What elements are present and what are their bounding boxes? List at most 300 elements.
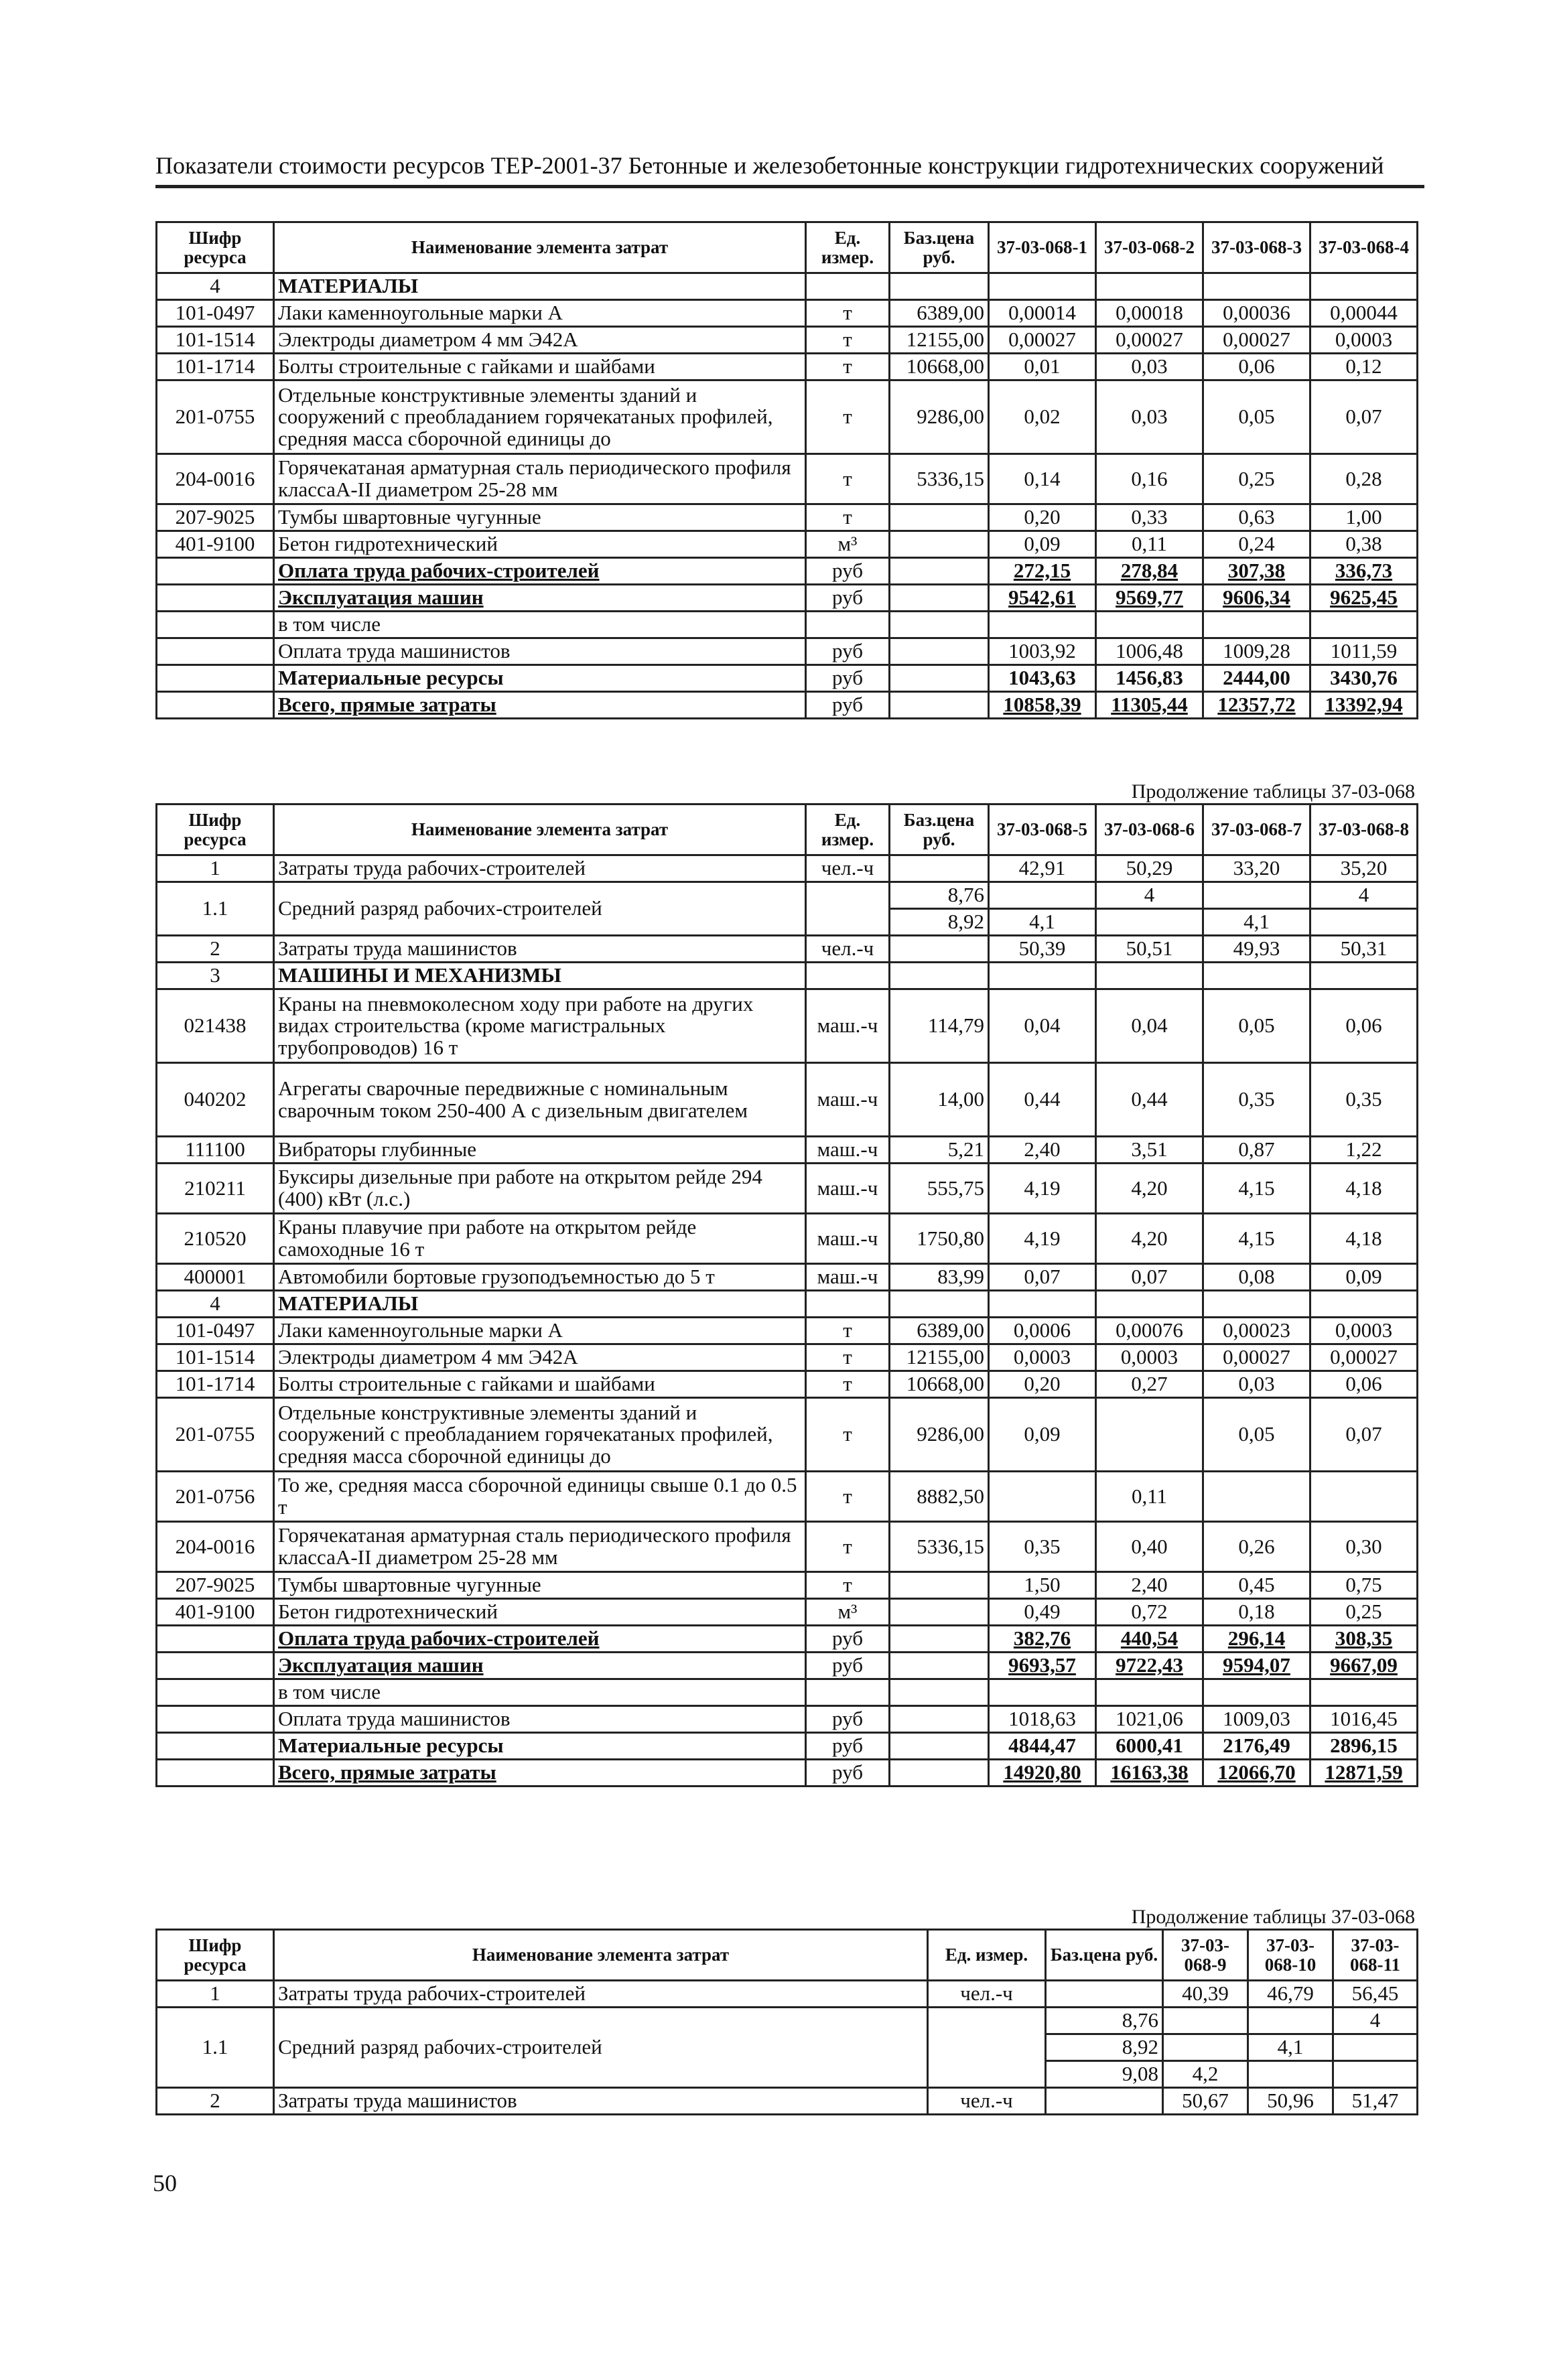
value-cell: 0,03 [1096, 354, 1203, 380]
resource-code-cell: 401-9100 [157, 531, 274, 558]
value-cell: 0,07 [989, 1264, 1096, 1291]
base-price-cell: 8,92 [1046, 2034, 1163, 2061]
value-cell: 4,19 [989, 1164, 1096, 1214]
resource-code-cell [157, 1733, 274, 1760]
col-code-header-1: 37-03-068-1 [989, 222, 1096, 273]
cost-element-name-cell: Средний разряд рабочих-строителей [274, 2008, 928, 2088]
resource-code-cell [157, 1760, 274, 1787]
cost-element-name-cell: Вибраторы глубинные [274, 1137, 806, 1164]
base-price-cell: 83,99 [890, 1264, 989, 1291]
base-price-cell: 8,92 [890, 909, 989, 936]
value-cell: 4844,47 [989, 1733, 1096, 1760]
unit-cell [806, 1679, 890, 1706]
col-code-header: Шифр ресурса [157, 222, 274, 273]
resource-code-cell: 201-0756 [157, 1472, 274, 1522]
value-cell: 0,00076 [1096, 1318, 1203, 1344]
base-price-cell: 9286,00 [890, 1398, 989, 1472]
value-cell: 0,44 [1096, 1063, 1203, 1137]
value-cell: 0,35 [989, 1522, 1096, 1572]
col-code-header-7: 37-03-068-7 [1203, 804, 1310, 855]
value-cell: 16163,38 [1096, 1760, 1203, 1787]
value-cell: 42,91 [989, 855, 1096, 882]
cost-element-name-cell: Затраты труда рабочих-строителей [274, 855, 806, 882]
table-row [157, 454, 1418, 504]
value-cell [1203, 882, 1310, 909]
value-cell: 33,20 [1203, 855, 1310, 882]
col-code-header-4: 37-03-068-4 [1310, 222, 1418, 273]
table-row [157, 300, 1418, 327]
cost-element-name-cell: Материальные ресурсы [274, 1733, 806, 1760]
value-cell: 4 [1333, 2008, 1418, 2034]
cost-element-name-cell: Краны на пневмоколесном ходу при работе на других видах строительства (кроме магистральных трубопроводов) 16 т [274, 989, 806, 1063]
resource-code-cell: 101-1514 [157, 1344, 274, 1371]
value-cell: 4,15 [1203, 1214, 1310, 1264]
cost-element-name-cell: Краны плавучие при работе на открытом рейде самоходные 16 т [274, 1214, 806, 1264]
value-cell: 9594,07 [1203, 1653, 1310, 1679]
value-cell: 1006,48 [1096, 638, 1203, 665]
cost-element-name-cell: Тумбы швартовные чугунные [274, 504, 806, 531]
base-price-cell: 8882,50 [890, 1472, 989, 1522]
resource-code-cell [157, 585, 274, 612]
table-row [157, 2008, 1418, 2034]
table-row [157, 963, 1418, 989]
resource-code-cell: 3 [157, 963, 274, 989]
table-row [157, 612, 1418, 638]
resource-code-cell: 210520 [157, 1214, 274, 1264]
col-name-header: Наименование элемента затрат [274, 804, 806, 855]
value-cell [989, 612, 1096, 638]
cost-element-name-cell: МАШИНЫ И МЕХАНИЗМЫ [274, 963, 806, 989]
cost-element-name-cell: в том числе [274, 1679, 806, 1706]
value-cell: 0,16 [1096, 454, 1203, 504]
value-cell: 4,1 [1203, 909, 1310, 936]
value-cell: 1003,92 [989, 638, 1096, 665]
cost-element-name-cell: Электроды диаметром 4 мм Э42А [274, 327, 806, 354]
table-row [157, 1291, 1418, 1318]
value-cell: 308,35 [1310, 1626, 1418, 1653]
value-cell: 1,50 [989, 1572, 1096, 1599]
value-cell: 0,02 [989, 380, 1096, 454]
value-cell: 307,38 [1203, 558, 1310, 585]
col-code-header-5: 37-03-068-5 [989, 804, 1096, 855]
value-cell: 0,44 [989, 1063, 1096, 1137]
resource-code-cell: 400001 [157, 1264, 274, 1291]
base-price-cell [890, 1706, 989, 1733]
cost-element-name-cell: То же, средняя масса сборочной единицы свыше 0.1 до 0.5 т [274, 1472, 806, 1522]
base-price-cell [890, 1760, 989, 1787]
unit-cell: руб [806, 692, 890, 719]
value-cell: 2444,00 [1203, 665, 1310, 692]
resource-code-cell: 1.1 [157, 2008, 274, 2088]
value-cell: 3430,76 [1310, 665, 1418, 692]
value-cell: 0,07 [1096, 1264, 1203, 1291]
unit-cell: т [806, 454, 890, 504]
base-price-cell: 555,75 [890, 1164, 989, 1214]
value-cell [1096, 963, 1203, 989]
base-price-cell [890, 1599, 989, 1626]
value-cell: 0,07 [1310, 1398, 1418, 1472]
cost-element-name-cell: Всего, прямые затраты [274, 692, 806, 719]
base-price-cell: 14,00 [890, 1063, 989, 1137]
value-cell: 9542,61 [989, 585, 1096, 612]
table-row [157, 1344, 1418, 1371]
col-unit-header: Ед. измер. [928, 1930, 1046, 1981]
cost-element-name-cell: Болты строительные с гайками и шайбами [274, 1371, 806, 1398]
unit-cell: чел.-ч [806, 855, 890, 882]
resource-code-cell: 401-9100 [157, 1599, 274, 1626]
table-row [157, 1063, 1418, 1137]
resource-code-cell [157, 1706, 274, 1733]
resource-code-cell: 101-0497 [157, 300, 274, 327]
resource-code-cell [157, 665, 274, 692]
unit-cell: м³ [806, 1599, 890, 1626]
unit-cell: т [806, 1398, 890, 1472]
unit-cell [806, 963, 890, 989]
value-cell: 0,63 [1203, 504, 1310, 531]
value-cell [1333, 2034, 1418, 2061]
cost-element-name-cell: Затраты труда машинистов [274, 2088, 928, 2115]
resource-code-cell: 207-9025 [157, 504, 274, 531]
base-price-cell: 10668,00 [890, 1371, 989, 1398]
unit-cell: руб [806, 1733, 890, 1760]
resource-code-cell: 204-0016 [157, 1522, 274, 1572]
value-cell: 1016,45 [1310, 1706, 1418, 1733]
value-cell: 0,30 [1310, 1522, 1418, 1572]
value-cell: 0,00018 [1096, 300, 1203, 327]
value-cell [989, 882, 1096, 909]
value-cell: 0,05 [1203, 380, 1310, 454]
cost-element-name-cell: Автомобили бортовые грузоподъемностью до 5 т [274, 1264, 806, 1291]
table-row [157, 1981, 1418, 2008]
table-row [157, 855, 1418, 882]
value-cell: 0,11 [1096, 1472, 1203, 1522]
col-code-header-9: 37-03-068-9 [1163, 1930, 1248, 1981]
value-cell: 0,14 [989, 454, 1096, 504]
unit-cell: чел.-ч [928, 1981, 1046, 2008]
base-price-cell: 9,08 [1046, 2061, 1163, 2088]
value-cell [1096, 612, 1203, 638]
value-cell: 35,20 [1310, 855, 1418, 882]
value-cell: 0,11 [1096, 531, 1203, 558]
resource-code-cell: 201-0755 [157, 380, 274, 454]
table-row [157, 692, 1418, 719]
resource-code-cell: 201-0755 [157, 1398, 274, 1472]
cost-element-name-cell: МАТЕРИАЛЫ [274, 273, 806, 300]
base-price-cell: 5336,15 [890, 1522, 989, 1572]
value-cell: 0,01 [989, 354, 1096, 380]
value-cell: 0,24 [1203, 531, 1310, 558]
resource-code-cell: 1.1 [157, 882, 274, 936]
value-cell: 4,2 [1163, 2061, 1248, 2088]
value-cell [1310, 1472, 1418, 1522]
unit-cell: т [806, 1318, 890, 1344]
value-cell: 50,96 [1248, 2088, 1333, 2115]
table-row [157, 558, 1418, 585]
value-cell: 0,0003 [1310, 327, 1418, 354]
page-number: 50 [153, 2170, 177, 2196]
value-cell [989, 1291, 1096, 1318]
value-cell [1203, 1291, 1310, 1318]
table-row [157, 1706, 1418, 1733]
value-cell: 9625,45 [1310, 585, 1418, 612]
unit-cell: т [806, 380, 890, 454]
table-row [157, 1522, 1418, 1572]
base-price-cell [890, 1733, 989, 1760]
cost-element-name-cell: Оплата труда машинистов [274, 1706, 806, 1733]
unit-cell: руб [806, 1760, 890, 1787]
unit-cell [806, 612, 890, 638]
unit-cell: руб [806, 585, 890, 612]
resource-code-cell [157, 1679, 274, 1706]
col-code-header: Шифр ресурса [157, 804, 274, 855]
table-row [157, 1264, 1418, 1291]
unit-cell: маш.-ч [806, 1214, 890, 1264]
value-cell: 50,31 [1310, 936, 1418, 963]
value-cell: 12066,70 [1203, 1760, 1310, 1787]
value-cell: 0,35 [1310, 1063, 1418, 1137]
value-cell [1096, 273, 1203, 300]
value-cell: 0,03 [1203, 1371, 1310, 1398]
value-cell [1096, 1398, 1203, 1472]
cost-element-name-cell: Бетон гидротехнический [274, 1599, 806, 1626]
table-row [157, 354, 1418, 380]
value-cell: 40,39 [1163, 1981, 1248, 2008]
value-cell: 0,49 [989, 1599, 1096, 1626]
resource-code-cell: 2 [157, 936, 274, 963]
table-row [157, 1164, 1418, 1214]
value-cell: 0,0003 [989, 1344, 1096, 1371]
value-cell: 1456,83 [1096, 665, 1203, 692]
col-price-header: Баз.цена руб. [1046, 1930, 1163, 1981]
unit-cell: т [806, 354, 890, 380]
value-cell: 0,28 [1310, 454, 1418, 504]
base-price-cell: 114,79 [890, 989, 989, 1063]
cost-element-name-cell: Буксиры дизельные при работе на открытом рейде 294 (400) кВт (л.с.) [274, 1164, 806, 1214]
value-cell: 1021,06 [1096, 1706, 1203, 1733]
value-cell: 0,03 [1096, 380, 1203, 454]
table-row [157, 1599, 1418, 1626]
resource-table-3 [155, 1929, 1418, 2115]
resource-code-cell: 1 [157, 1981, 274, 2008]
base-price-cell: 6389,00 [890, 1318, 989, 1344]
value-cell: 4,18 [1310, 1164, 1418, 1214]
value-cell [1310, 273, 1418, 300]
unit-cell: маш.-ч [806, 1137, 890, 1164]
unit-cell: т [806, 1344, 890, 1371]
unit-cell: чел.-ч [806, 936, 890, 963]
col-unit-header: Ед. измер. [806, 804, 890, 855]
value-cell: 0,00036 [1203, 300, 1310, 327]
value-cell [1203, 963, 1310, 989]
cost-element-name-cell: Тумбы швартовные чугунные [274, 1572, 806, 1599]
value-cell: 1043,63 [989, 665, 1096, 692]
value-cell: 0,04 [1096, 989, 1203, 1063]
value-cell: 0,09 [1310, 1264, 1418, 1291]
value-cell: 0,26 [1203, 1522, 1310, 1572]
col-name-header: Наименование элемента затрат [274, 222, 806, 273]
value-cell: 0,72 [1096, 1599, 1203, 1626]
table-row [157, 1572, 1418, 1599]
table-row [157, 882, 1418, 909]
table-row [157, 1371, 1418, 1398]
value-cell: 51,47 [1333, 2088, 1418, 2115]
value-cell: 0,0003 [1096, 1344, 1203, 1371]
base-price-cell [890, 1626, 989, 1653]
value-cell: 0,00027 [1310, 1344, 1418, 1371]
table-row [157, 327, 1418, 354]
value-cell [1310, 963, 1418, 989]
page-header: Показатели стоимости ресурсов ТЕР-2001-37 Бетонные и железобетонные конструкции гидротехнических сооружений [155, 151, 1424, 188]
unit-cell [806, 273, 890, 300]
value-cell: 49,93 [1203, 936, 1310, 963]
value-cell: 0,05 [1203, 989, 1310, 1063]
resource-code-cell: 021438 [157, 989, 274, 1063]
base-price-cell: 8,76 [890, 882, 989, 909]
cost-element-name-cell: Болты строительные с гайками и шайбами [274, 354, 806, 380]
resource-code-cell: 1 [157, 855, 274, 882]
col-code-header-6: 37-03-068-6 [1096, 804, 1203, 855]
resource-code-cell: 101-1514 [157, 327, 274, 354]
continuation-label-3: Продолжение таблицы 37-03-068 [1131, 1906, 1415, 1928]
resource-code-cell: 111100 [157, 1137, 274, 1164]
value-cell: 0,27 [1096, 1371, 1203, 1398]
base-price-cell: 1750,80 [890, 1214, 989, 1264]
cost-element-name-cell: Материальные ресурсы [274, 665, 806, 692]
unit-cell: т [806, 1472, 890, 1522]
value-cell: 4,20 [1096, 1164, 1203, 1214]
cost-element-name-cell: Затраты труда машинистов [274, 936, 806, 963]
value-cell: 0,25 [1310, 1599, 1418, 1626]
base-price-cell: 5,21 [890, 1137, 989, 1164]
value-cell [1096, 1679, 1203, 1706]
value-cell: 0,0003 [1310, 1318, 1418, 1344]
base-price-cell [890, 273, 989, 300]
cost-element-name-cell: Отдельные конструктивные элементы зданий и сооружений с преобладанием горячекатаных профилей, средняя масса сборочной единицы до [274, 1398, 806, 1472]
value-cell: 6000,41 [1096, 1733, 1203, 1760]
value-cell: 11305,44 [1096, 692, 1203, 719]
value-cell: 1009,28 [1203, 638, 1310, 665]
table-row [157, 665, 1418, 692]
value-cell: 4,19 [989, 1214, 1096, 1264]
value-cell: 0,07 [1310, 380, 1418, 454]
value-cell: 9569,77 [1096, 585, 1203, 612]
col-code-header-11: 37-03-068-11 [1333, 1930, 1418, 1981]
base-price-cell: 10668,00 [890, 354, 989, 380]
value-cell: 2176,49 [1203, 1733, 1310, 1760]
value-cell: 0,18 [1203, 1599, 1310, 1626]
value-cell [989, 963, 1096, 989]
unit-cell: т [806, 1572, 890, 1599]
value-cell: 0,00023 [1203, 1318, 1310, 1344]
value-cell: 56,45 [1333, 1981, 1418, 2008]
table-row [157, 936, 1418, 963]
table-row [157, 1318, 1418, 1344]
cost-element-name-cell: Оплата труда рабочих-строителей [274, 558, 806, 585]
resource-code-cell: 207-9025 [157, 1572, 274, 1599]
table-row [157, 1733, 1418, 1760]
cost-element-name-cell: в том числе [274, 612, 806, 638]
unit-cell: руб [806, 558, 890, 585]
unit-cell: руб [806, 638, 890, 665]
base-price-cell [890, 1291, 989, 1318]
value-cell [1310, 1291, 1418, 1318]
value-cell: 9667,09 [1310, 1653, 1418, 1679]
value-cell: 1,00 [1310, 504, 1418, 531]
value-cell: 2896,15 [1310, 1733, 1418, 1760]
resource-code-cell: 4 [157, 273, 274, 300]
cost-element-name-cell: Отдельные конструктивные элементы зданий и сооружений с преобладанием горячекатаных профилей, средняя масса сборочной единицы до [274, 380, 806, 454]
base-price-cell [890, 531, 989, 558]
table-row [157, 1760, 1418, 1787]
value-cell [1310, 909, 1418, 936]
value-cell [1333, 2061, 1418, 2088]
resource-table-2 [155, 803, 1418, 1787]
col-unit-header: Ед. измер. [806, 222, 890, 273]
base-price-cell [890, 855, 989, 882]
base-price-cell [890, 504, 989, 531]
value-cell: 9722,43 [1096, 1653, 1203, 1679]
value-cell: 0,00027 [1203, 327, 1310, 354]
table-row [157, 531, 1418, 558]
value-cell: 0,00044 [1310, 300, 1418, 327]
value-cell: 0,06 [1310, 989, 1418, 1063]
value-cell: 0,04 [989, 989, 1096, 1063]
table-row [157, 585, 1418, 612]
value-cell: 0,09 [989, 531, 1096, 558]
unit-cell: т [806, 327, 890, 354]
value-cell: 0,25 [1203, 454, 1310, 504]
cost-element-name-cell: Электроды диаметром 4 мм Э42А [274, 1344, 806, 1371]
value-cell [1248, 2061, 1333, 2088]
unit-cell: маш.-ч [806, 989, 890, 1063]
value-cell: 4 [1096, 882, 1203, 909]
cost-element-name-cell: Всего, прямые затраты [274, 1760, 806, 1787]
cost-element-name-cell: Горячекатаная арматурная сталь периодического профиля классаА-II диаметром 25-28 мм [274, 454, 806, 504]
value-cell: 50,67 [1163, 2088, 1248, 2115]
base-price-cell: 8,76 [1046, 2008, 1163, 2034]
value-cell: 0,09 [989, 1398, 1096, 1472]
base-price-cell [890, 963, 989, 989]
base-price-cell [890, 612, 989, 638]
unit-cell: руб [806, 1626, 890, 1653]
value-cell [989, 1679, 1096, 1706]
unit-cell: т [806, 300, 890, 327]
value-cell: 0,38 [1310, 531, 1418, 558]
value-cell: 1018,63 [989, 1706, 1096, 1733]
value-cell: 0,87 [1203, 1137, 1310, 1164]
value-cell [1203, 1679, 1310, 1706]
col-code-header-8: 37-03-068-8 [1310, 804, 1418, 855]
value-cell: 0,35 [1203, 1063, 1310, 1137]
value-cell: 0,08 [1203, 1264, 1310, 1291]
value-cell: 13392,94 [1310, 692, 1418, 719]
base-price-cell: 12155,00 [890, 327, 989, 354]
value-cell [1163, 2008, 1248, 2034]
value-cell [1203, 273, 1310, 300]
col-price-header: Баз.цена руб. [890, 222, 989, 273]
table-row [157, 2088, 1418, 2115]
value-cell [989, 273, 1096, 300]
value-cell [1310, 612, 1418, 638]
table-row [157, 273, 1418, 300]
resource-code-cell: 204-0016 [157, 454, 274, 504]
base-price-cell: 5336,15 [890, 454, 989, 504]
value-cell: 0,33 [1096, 504, 1203, 531]
base-price-cell [890, 665, 989, 692]
value-cell: 278,84 [1096, 558, 1203, 585]
unit-cell: т [806, 1371, 890, 1398]
value-cell: 440,54 [1096, 1626, 1203, 1653]
